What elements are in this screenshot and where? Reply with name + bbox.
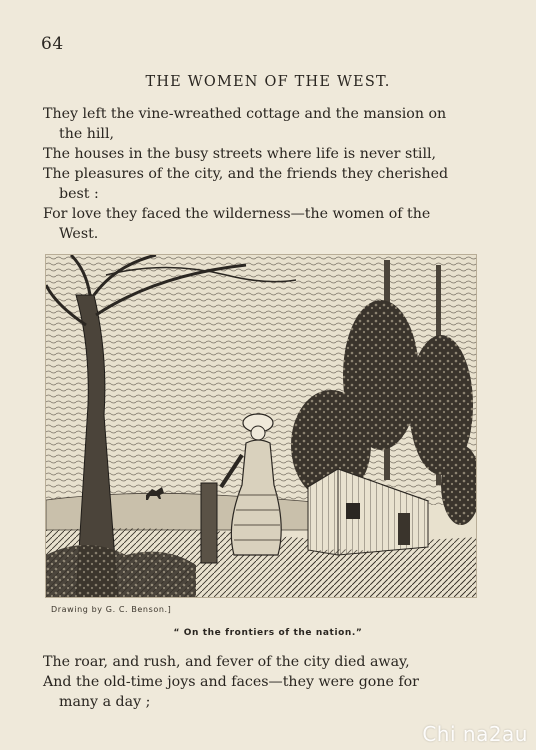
verse-text: The pleasures of the city, and the friends they cherished bbox=[43, 166, 449, 182]
stanza-2 bbox=[43, 652, 487, 712]
verse-line bbox=[43, 144, 487, 164]
poem-title: THE WOMEN OF THE WEST. bbox=[145, 74, 391, 90]
page-number: 64 bbox=[41, 34, 64, 54]
stanza-1 bbox=[43, 104, 487, 244]
verse-line bbox=[43, 204, 487, 244]
verse-line bbox=[43, 164, 487, 204]
verse-continuation: many a day ; bbox=[59, 694, 151, 710]
verse-text: For love they faced the wilderness—the women of the bbox=[43, 206, 431, 222]
watermark: Chi na2au bbox=[422, 722, 528, 746]
etching-drawing bbox=[46, 255, 477, 598]
fence-post bbox=[201, 483, 217, 563]
verse-line bbox=[43, 104, 487, 144]
verse-line bbox=[43, 672, 487, 712]
verse-text: They left the vine-wreathed cottage and the mansion on bbox=[43, 106, 447, 122]
verse-text: The roar, and rush, and fever of the city died away, bbox=[43, 654, 410, 670]
verse-continuation: best : bbox=[59, 186, 99, 202]
verse-continuation: West. bbox=[59, 226, 99, 242]
illustration-caption: “ On the frontiers of the nation.” bbox=[173, 628, 363, 638]
verse-line bbox=[43, 652, 487, 672]
verse-text: And the old-time joys and faces—they were gone for bbox=[43, 674, 419, 690]
verse-text: The houses in the busy streets where life is never still, bbox=[43, 146, 437, 162]
frontier-illustration bbox=[45, 254, 477, 598]
illustration-credit: Drawing by G. C. Benson.] bbox=[51, 605, 172, 614]
verse-continuation: the hill, bbox=[59, 126, 115, 142]
